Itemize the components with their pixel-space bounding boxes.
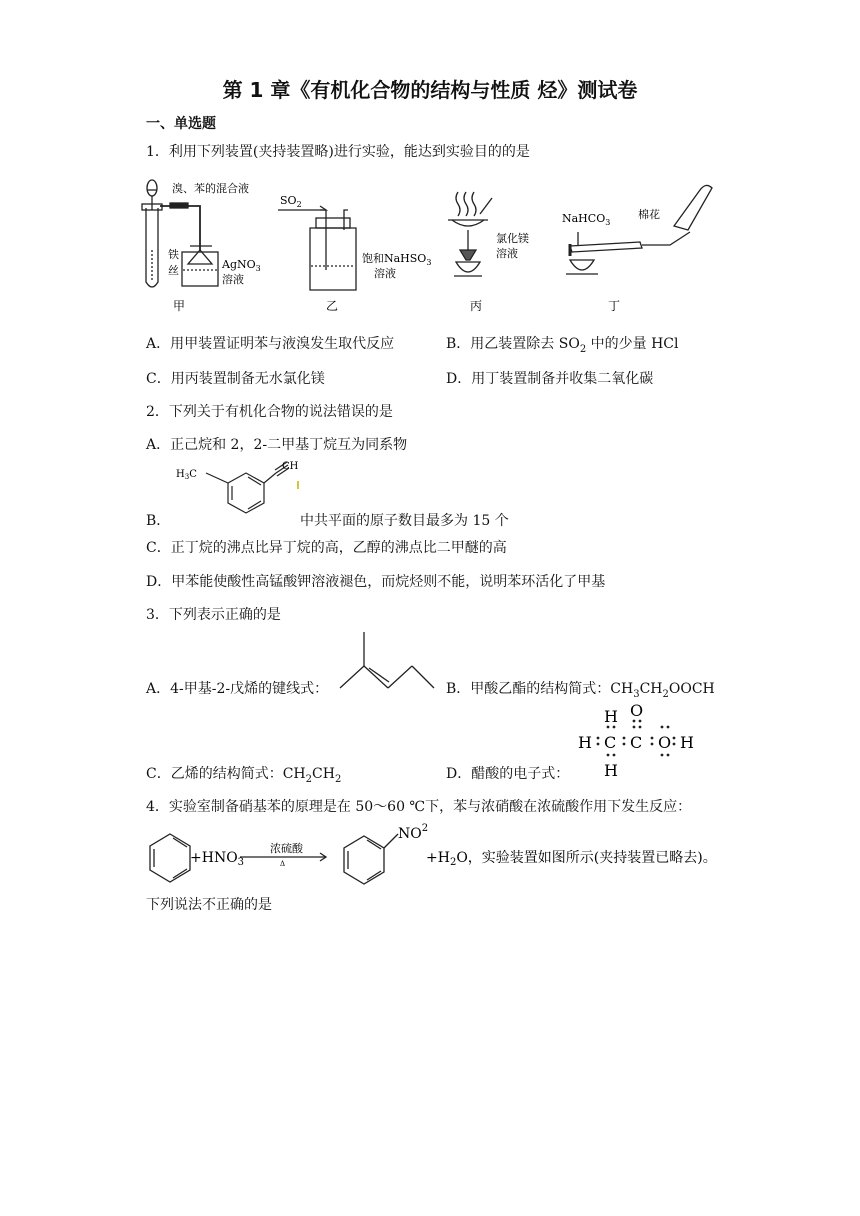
jia-caption: 甲 — [173, 299, 186, 313]
es-h-right: H — [680, 733, 694, 752]
q3-stem: 3．下列表示正确的是 — [146, 607, 281, 623]
yi-label-saturated-sub: 3 — [426, 258, 432, 267]
jia-label-iron-2: 丝 — [168, 264, 179, 277]
es-h-left: H — [578, 733, 592, 752]
q4-h2o-pre: +H — [426, 850, 450, 866]
q3-option-b: B．甲酸乙酯的结构简式：$CH_3CH_2OOCH$ — [446, 681, 715, 700]
q3-option-d: D．醋酸的电子式： — [446, 766, 570, 782]
es-c-1: C — [604, 733, 617, 752]
q2-option-c: C．正丁烷的沸点比异丁烷的高，乙醇的沸点比二甲醚的高 — [146, 540, 507, 556]
q3-option-c: C．乙烯的结构简式：$CH_2CH_2$ — [146, 766, 342, 785]
q4-hno3: +HNO — [190, 850, 238, 866]
jia-label-agno3: AgNO — [222, 258, 256, 271]
q2-option-d: D．甲苯能使酸性高锰酸钾溶液褪色，而烷烃则不能，说明苯环活化了甲基 — [146, 574, 606, 590]
q4-stem: 4．实验室制备硝基苯的原理是在 50～60 ℃下，苯与浓硝酸在浓硫酸作用下发生反应： — [146, 799, 692, 815]
jia-label-solution: 溶液 — [222, 273, 244, 286]
q4-tail: 下列说法不正确的是 — [146, 897, 272, 913]
q4-no2: NO — [398, 826, 422, 842]
q1-option-c: C．用丙装置制备无水氯化镁 — [146, 371, 325, 387]
apparatus-jia — [142, 180, 218, 287]
q1-option-d: D．用丁装置制备并收集二氧化碳 — [446, 371, 654, 387]
q2-b-structure — [170, 455, 310, 525]
q2-b-h3c: H — [176, 469, 185, 480]
svg-text:NO2 — [398, 823, 428, 842]
q4-h2o-sub: 2 — [449, 857, 457, 868]
q4-condition-top: 浓硫酸 — [270, 842, 303, 855]
q2-b-h3c-c: C — [189, 469, 197, 480]
svg-text:SO2 — [280, 194, 302, 209]
yi-label-saturated: 饱和NaHSO — [362, 252, 427, 265]
yi-caption: 乙 — [326, 299, 339, 313]
section-heading: 一、单选题 — [146, 116, 216, 132]
apparatus-ding — [566, 185, 712, 274]
svg-text:饱和NaHSO3 — [362, 251, 431, 267]
jia-label-agno3-sub: 3 — [255, 264, 261, 273]
jia-label-iron-1: 铁 — [168, 248, 179, 261]
q1-stem: 1．利用下列装置(夹持装置略)进行实验，能达到实验目的的是 — [146, 144, 530, 160]
svg-text:+H2O，实验装置如图所示(夹持装置已略去)。 — [426, 849, 717, 868]
q3-d-electron-formula — [574, 700, 704, 782]
ding-label-nahco3-sub: 3 — [605, 218, 611, 227]
bing-label-1: 氯化镁 — [496, 232, 529, 245]
q2-option-a: A．正己烷和 2，2-二甲基丁烷互为同系物 — [146, 437, 408, 453]
ding-caption: 丁 — [608, 299, 621, 313]
q3-option-a: A．4-甲基-2-戊烯的键线式： — [146, 681, 329, 697]
q2-b-h3c-sub: 3 — [184, 473, 190, 481]
jia-label-mixture: 溴、苯的混合液 — [172, 182, 249, 195]
benzene-ring-right — [344, 836, 384, 884]
q2-option-b: 中共平面的原子数目最多为 15 个 — [300, 513, 509, 529]
yi-label-so2: SO — [280, 194, 297, 207]
q3-a-skeletal-formula — [336, 626, 436, 694]
es-o-right: O — [658, 733, 672, 752]
es-o-top: O — [630, 701, 644, 720]
es-c-2: C — [630, 733, 643, 752]
es-h-bottom: H — [604, 761, 618, 780]
q4-condition-bottom: Δ — [280, 860, 286, 868]
q1-option-a: A．用甲装置证明苯与液溴发生取代反应 — [146, 336, 395, 352]
q4-no2-sub: 2 — [421, 823, 429, 834]
ding-label-cotton: 棉花 — [638, 208, 660, 221]
es-h-top: H — [604, 707, 618, 726]
svg-text:H3C — [176, 469, 197, 481]
ding-label-nahco3: NaHCO — [562, 212, 606, 225]
bing-label-2: 溶液 — [496, 247, 518, 260]
q1-apparatus-figure — [130, 170, 730, 320]
svg-text:+HNO3 — [190, 850, 244, 868]
apparatus-yi — [278, 206, 356, 290]
yi-label-solution: 溶液 — [374, 267, 396, 280]
apparatus-bing — [448, 192, 492, 276]
yi-label-so2-sub: 2 — [296, 200, 302, 209]
q1-option-b: B．用乙装置除去 $SO_2$ 中的少量 HCl — [446, 336, 679, 355]
q2-stem: 2．下列关于有机化合物的说法错误的是 — [146, 404, 393, 420]
q2-b-ch: CH — [282, 461, 299, 472]
q4-h2o-post: O，实验装置如图所示(夹持装置已略去)。 — [456, 850, 717, 866]
q2-option-b-prefix: B． — [146, 513, 171, 529]
page-title: 第 1 章《有机化合物的结构与性质 烃》测试卷 — [222, 78, 638, 102]
benzene-ring-left — [150, 834, 190, 882]
svg-text:AgNO3 — [221, 258, 261, 273]
svg-text:NaHCO3 — [562, 212, 610, 227]
bing-caption: 丙 — [470, 299, 483, 313]
q4-hno3-sub: 3 — [237, 857, 245, 868]
q4-reaction-equation — [140, 822, 730, 890]
